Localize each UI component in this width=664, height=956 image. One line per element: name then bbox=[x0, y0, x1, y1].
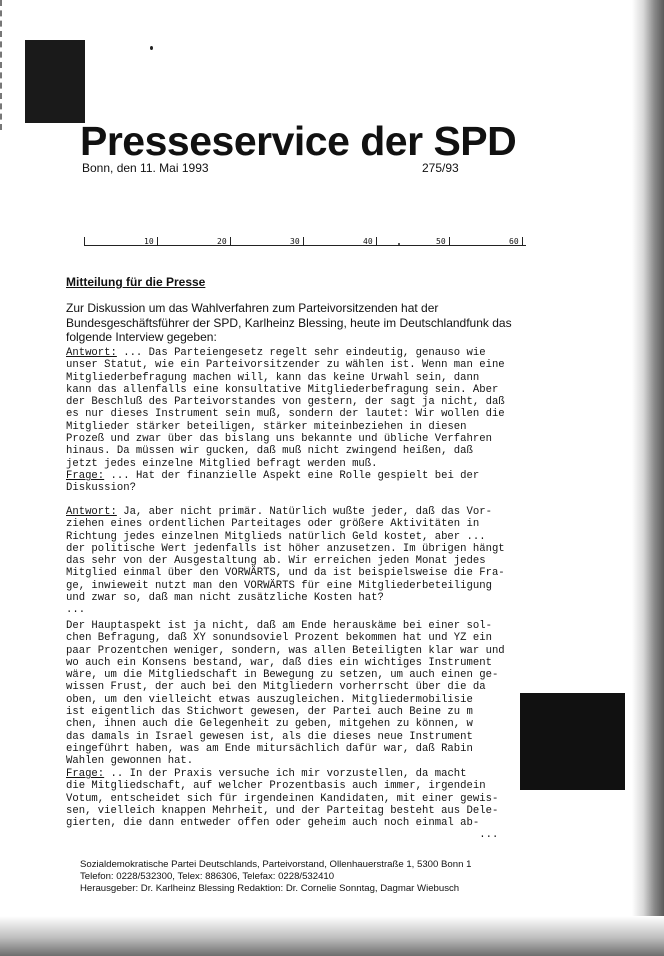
footer-contact: Telefon: 0228/532300, Telex: 886306, Telefax: 0228/532410 bbox=[80, 871, 335, 883]
scan-shadow-right bbox=[632, 0, 664, 956]
redaction-block-top bbox=[25, 40, 85, 123]
ruler-label: 20 bbox=[217, 237, 227, 246]
typewriter-ruler bbox=[84, 234, 526, 246]
speaker-label: Frage: bbox=[66, 768, 105, 780]
paragraph-text: ... Das Parteiengesetz regelt sehr eindeutig, genauso wie unser Statut, wie ein Parteivorsitzender zu wählen ist. Wenn man eine Mitgliederbefragung machen will, kann das keine Urwahl sein, dann kann das allenfalls eine konsultative Mitgliederbefragung sein. Aber der Beschluß des Parteivorstandes von gestern, der sagt ja nicht, daß es nur dieses Instrument sein muß, sondern der lautet: Wir wollen die Mitglieder stärker beteiligen, stärker miteinbeziehen in diesen Prozeß und zwar über das bislang uns bekannte und übliche Verfahren hinaus. Da müssen wir gucken, daß muß nicht zwingend heißen, daß jetzt jedes einzelne Mitglied befragt werden muß. bbox=[66, 347, 505, 470]
speaker-label: Antwort: bbox=[66, 347, 117, 359]
intro-paragraph: Zur Diskussion um das Wahlverfahren zum Parteivorsitzenden hat der Bundesgeschäftsführer der SPD, Karlheinz Blessing, heute im Deutschlandfunk das folgende Interview gegeben: bbox=[66, 301, 512, 344]
speaker-label: Antwort: bbox=[66, 506, 117, 518]
interview-question-2 bbox=[66, 768, 536, 842]
ruler-tick bbox=[303, 237, 304, 245]
page-title: Presseservice der SPD bbox=[80, 118, 517, 164]
paragraph-text: Der Hauptaspekt ist ja nicht, daß am Ende herauskäme bei einer sol- chen Befragung, daß XY sonundsoviel Prozent bekommen hat und YZ ein paar Prozentchen weniger, sondern, was allen Beteiligten klar war und wo auch ein Konsens bestand, war, daß dies ein wichtiges Instrument wäre, um die Mitgliedschaft in Bewegung zu setzen, um auch einen ge- wissen Frust, der auch bei den Mitgliedern vorherrscht über die da oben, um den vielleicht etwas auszugleichen. Mitgliedermobilisie ist eigentlich das Stichwort gewesen, der Partei auch Beine zu m chen, ihnen auch die Gelegenheit zu geben, mitgehen zu können, w das damals in Israel gewesen ist, als die dieses neue Instrument eingeführt haben, was am Ende mitursächlich dafür war, daß Rabin Wahlen gewonnen hat. bbox=[66, 620, 505, 768]
footer-editors: Herausgeber: Dr. Karlheinz Blessing Redaktion: Dr. Cornelie Sonntag, Dagmar Wiebusch bbox=[80, 883, 460, 895]
scan-speck bbox=[150, 46, 153, 50]
document-number: 275/93 bbox=[422, 161, 459, 175]
ruler-tick bbox=[522, 237, 523, 245]
scan-margin-marks bbox=[0, 0, 20, 130]
ruler-tick bbox=[84, 237, 85, 245]
footer-imprint bbox=[80, 859, 540, 896]
ruler-label: 30 bbox=[290, 237, 300, 246]
speaker-label: Frage: bbox=[66, 470, 105, 482]
ruler-label: 10 bbox=[144, 237, 154, 246]
redaction-block-side bbox=[520, 693, 625, 790]
interview-answer-2 bbox=[66, 506, 536, 617]
dateline: Bonn, den 11. Mai 1993 bbox=[82, 161, 209, 175]
notice-heading: Mitteilung für die Presse bbox=[66, 275, 206, 289]
interview-answer-1 bbox=[66, 347, 536, 470]
ruler-label: 40 bbox=[363, 237, 373, 246]
footer-address: Sozialdemokratische Partei Deutschlands, Parteivorstand, Ollenhauerstraße 1, 5300 Bonn 1 bbox=[80, 859, 472, 870]
ruler-tick bbox=[449, 237, 450, 245]
paragraph-text: Ja, aber nicht primär. Natürlich wußte jeder, daß das Vor- ziehen eines ordentlichen Parteitages oder größere Aktivitäten in Richtung jedes einzelnen Mitglieds natürlich Geld kostet, aber ... der politische Wert jedenfalls ist höher anzusetzen. Im übrigen hängt das sehr von der Ausgestaltung ab. Wir erreichen jeden Monat jedes Mitglied einmal über den VORWÄRTS, und da ist beispielsweise die Fra- ge, inwieweit nutzt man den VORWÄRTS für eine Mitgliederbeteiligung und zwar so, daß man nicht zusätzliche Kosten hat? ... bbox=[66, 506, 505, 617]
ruler-tick bbox=[376, 237, 377, 245]
ruler-tick bbox=[230, 237, 231, 245]
interview-answer-continued bbox=[66, 620, 536, 768]
ruler-tick bbox=[157, 237, 158, 245]
ruler-label: 60 bbox=[509, 237, 519, 246]
interview-question-1 bbox=[66, 470, 536, 495]
paragraph-text: ... Hat der finanzielle Aspekt eine Rolle gespielt bei der Diskussion? bbox=[66, 470, 480, 495]
scan-shadow-bottom bbox=[0, 916, 664, 956]
ruler-label: 50 bbox=[436, 237, 446, 246]
paragraph-text: .. In der Praxis versuche ich mir vorzustellen, da macht die Mitgliedschaft, auf welcher Prozentbasis auch immer, irgendein Votum, entscheidet sich für irgendeinen Kandidaten, mit einer gewis- sen, vielleich knappen Mehrheit, und der Parteitag besteht aus Dele- gierten, die dann entweder offen oder geheim auch noch einmal ab- ... bbox=[66, 768, 499, 842]
